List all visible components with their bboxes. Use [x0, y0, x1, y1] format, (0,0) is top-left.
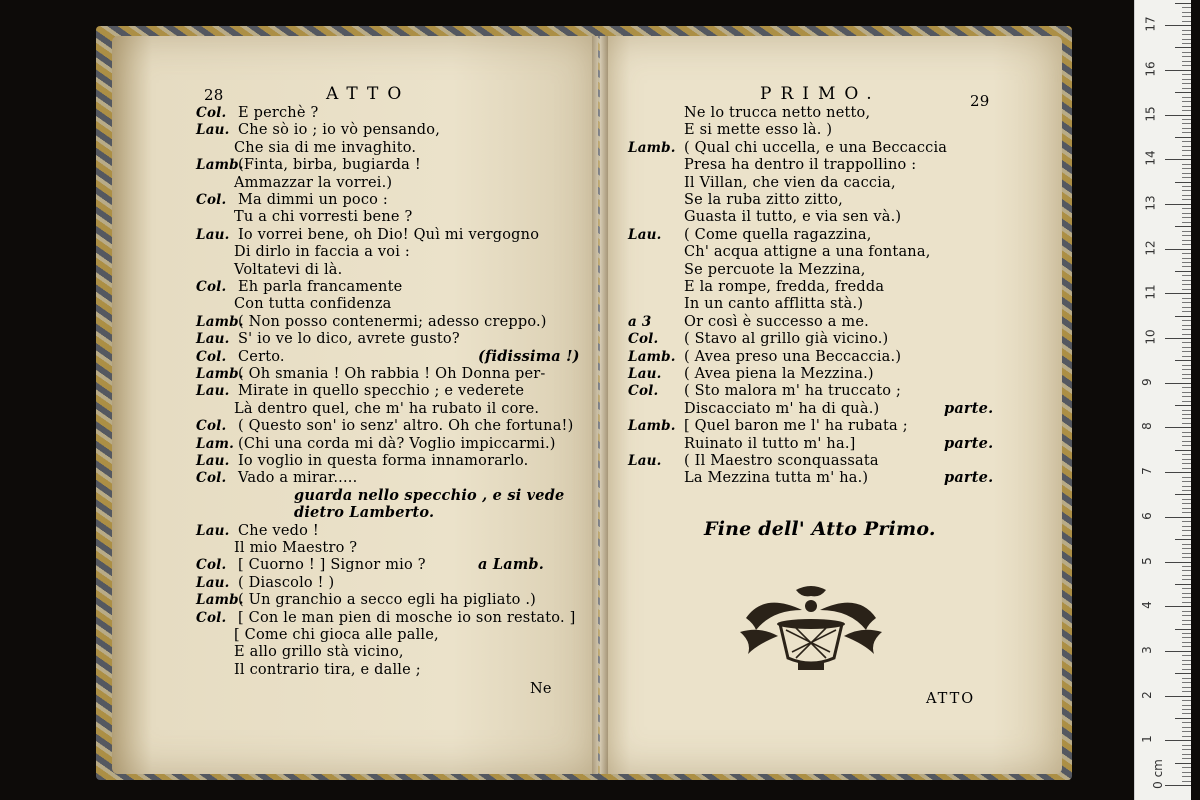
ruler-tick: [1182, 530, 1191, 531]
verse-line: ( Questo son' io senz' altro. Oh che fortuna!): [238, 418, 574, 435]
ruler-tick: [1182, 682, 1191, 683]
stage-direction: dietro Lamberto.: [294, 504, 435, 522]
ruler-tick: [1182, 307, 1191, 308]
speaker-label: Col.: [196, 557, 227, 574]
verse-line: La Mezzina tutta m' ha.): [684, 470, 869, 487]
ruler-tick: [1182, 570, 1191, 571]
ruler-tick: [1182, 535, 1191, 536]
ruler-tick: [1182, 611, 1191, 612]
ruler-tick: [1182, 258, 1191, 259]
speaker-label: Col.: [196, 192, 227, 208]
ruler-tick: [1182, 110, 1191, 111]
ruler-tick: [1182, 164, 1191, 165]
ruler-tick: [1182, 329, 1191, 330]
ruler-tick: [1182, 521, 1191, 522]
ruler-tick: [1175, 3, 1191, 4]
verse-line: Che vedo !: [238, 522, 319, 539]
verse-line: Discacciato m' ha di quà.): [684, 400, 880, 417]
ruler-tick: [1175, 673, 1191, 674]
ruler-tick: [1182, 624, 1191, 625]
verse-line: ( Diascolo ! ): [238, 574, 335, 591]
ruler-tick: [1182, 298, 1191, 299]
ruler-unit: 0 cm: [1150, 759, 1165, 789]
ruler-tick: [1175, 360, 1191, 361]
verse-line: Con tutta confidenza: [234, 296, 392, 313]
verse-line: Voltatevi di là.: [234, 261, 343, 278]
verse-line: [ Con le man pien di mosche io son restato. ]: [238, 609, 576, 626]
measurement-ruler: [1134, 0, 1191, 800]
ruler-tick: [1175, 539, 1191, 540]
ruler-tick: [1175, 584, 1191, 585]
ruler-number: 17: [1143, 16, 1158, 32]
ruler-tick: [1182, 43, 1191, 44]
ruler-tick: [1175, 316, 1191, 317]
right-aside: a Lamb.: [478, 556, 544, 574]
ruler-tick: [1182, 302, 1191, 303]
verse-line: Or così è successo a me.: [684, 313, 869, 330]
ruler-tick: [1182, 459, 1191, 460]
ruler-tick: [1182, 320, 1191, 321]
ruler-tick: [1182, 325, 1191, 326]
ruler-tick: [1182, 553, 1191, 554]
ruler-tick: [1182, 468, 1191, 469]
ruler-tick: [1182, 481, 1191, 482]
verse-line: ( Qual chi uccella, e una Beccaccia: [684, 139, 948, 156]
ruler-tick: [1182, 445, 1191, 446]
ruler-tick: [1182, 123, 1191, 124]
ruler-tick: [1182, 387, 1191, 388]
verse-line: Vado a mirar.....: [238, 470, 358, 487]
ruler-tick: [1182, 378, 1191, 379]
verse-line: ( Oh smania ! Oh rabbia ! Oh Donna per-: [238, 366, 546, 382]
ruler-tick: [1182, 266, 1191, 267]
verse-line: Mirate in quello specchio ; e vederete: [238, 383, 525, 400]
ruler-tick: [1182, 588, 1191, 589]
ruler-tick: [1165, 159, 1191, 160]
ruler-number: 13: [1143, 195, 1158, 211]
verse-line: ( Stavo al grillo già vicino.): [684, 331, 889, 348]
ruler-tick: [1182, 208, 1191, 209]
ruler-tick: [1182, 392, 1191, 393]
ruler-tick: [1175, 271, 1191, 272]
speaker-label: Col.: [196, 279, 227, 295]
ruler-tick: [1182, 177, 1191, 178]
ruler-tick: [1182, 155, 1191, 156]
catchword-left: Ne: [530, 681, 552, 697]
verse-line: ( Sto malora m' ha truccato ;: [684, 383, 902, 400]
verse-line: Se percuote la Mezzina,: [684, 261, 866, 278]
ruler-tick: [1175, 226, 1191, 227]
ruler-tick: [1182, 150, 1191, 151]
ruler-tick: [1182, 351, 1191, 352]
ruler-number: 3: [1139, 646, 1154, 654]
verse-line: Là dentro quel, che m' ha rubato il core.: [234, 400, 540, 417]
ruler-tick: [1182, 52, 1191, 53]
speaker-label: Col.: [628, 383, 659, 400]
ruler-tick: [1182, 186, 1191, 187]
verse-line: Io voglio in questa forma innamorarlo.: [238, 453, 529, 469]
speaker-label: Lau.: [628, 453, 662, 469]
ruler-tick: [1165, 115, 1191, 116]
ruler-tick: [1182, 660, 1191, 661]
ruler-tick: [1182, 12, 1191, 13]
ruler-tick: [1182, 557, 1191, 558]
verse-line: Il Villan, che vien da caccia,: [684, 174, 896, 191]
speaker-label: Lam.: [196, 435, 235, 452]
verse-line: Eh parla francamente: [238, 279, 403, 295]
ruler-tick: [1182, 347, 1191, 348]
verse-line: Il mio Maestro ?: [234, 540, 358, 556]
ruler-tick: [1175, 182, 1191, 183]
running-head-left: ATTO: [326, 84, 411, 104]
speaker-label: Lamb.: [196, 592, 244, 609]
ruler-tick: [1182, 289, 1191, 290]
ruler-tick: [1182, 101, 1191, 102]
ruler-tick: [1182, 579, 1191, 580]
ruler-tick: [1182, 575, 1191, 576]
right-aside: parte.: [944, 434, 994, 452]
ruler-tick: [1182, 678, 1191, 679]
verse-line: ( Come quella ragazzina,: [684, 226, 872, 243]
ruler-tick: [1182, 262, 1191, 263]
verse-line: (Finta, birba, bugiarda !: [238, 157, 421, 174]
ruler-tick: [1182, 503, 1191, 504]
ruler-tick: [1182, 213, 1191, 214]
page-number-right: 29: [970, 92, 990, 110]
book-gutter: [592, 36, 608, 774]
verse-line: Ne lo trucca netto netto,: [684, 105, 871, 121]
ruler-tick: [1182, 486, 1191, 487]
speaker-label: Lau.: [196, 122, 230, 139]
ruler-tick: [1182, 7, 1191, 8]
right-aside: parte.: [944, 469, 994, 487]
ruler-number: 14: [1143, 150, 1158, 166]
verse-line: Presa ha dentro il trappollino :: [684, 157, 917, 174]
verse-line: ( Avea preso una Beccaccia.): [684, 348, 902, 365]
ruler-tick: [1175, 718, 1191, 719]
ruler-tick: [1182, 655, 1191, 656]
verse-line: In un canto afflitta stà.): [684, 296, 864, 313]
ruler-number: 5: [1139, 556, 1154, 565]
closing-line: Fine dell' Atto Primo.: [704, 518, 936, 540]
ruler-tick: [1182, 687, 1191, 688]
ruler-tick: [1175, 629, 1191, 630]
ruler-tick: [1182, 401, 1191, 402]
verse-line: E la rompe, fredda, fredda: [684, 279, 885, 295]
right-aside: (fidissima !): [478, 347, 580, 365]
ruler-tick: [1182, 615, 1191, 616]
ruler-tick: [1182, 132, 1191, 133]
ruler-tick: [1182, 593, 1191, 594]
verse-line: Ruinato il tutto m' ha.]: [684, 435, 856, 452]
ruler-tick: [1165, 606, 1191, 607]
ruler-tick: [1182, 620, 1191, 621]
verse-line: S' io ve lo dico, avrete gusto?: [238, 331, 460, 348]
ruler-tick: [1182, 34, 1191, 35]
ruler-number: 4: [1139, 601, 1154, 610]
speaker-label: Col.: [628, 331, 659, 348]
ruler-tick: [1182, 414, 1191, 415]
ruler-tick: [1175, 763, 1191, 764]
verse-line: Io vorrei bene, oh Dio! Quì mi vergogno: [238, 226, 540, 243]
ruler-tick: [1165, 740, 1191, 741]
ruler-tick: [1175, 137, 1191, 138]
ruler-tick: [1182, 637, 1191, 638]
ruler-tick: [1182, 477, 1191, 478]
ruler-number: 6: [1139, 511, 1154, 520]
verse-line: (Chi una corda mi dà? Voglio impiccarmi.): [238, 435, 556, 452]
ruler-tick: [1182, 642, 1191, 643]
ruler-tick: [1182, 128, 1191, 129]
ruler-tick: [1165, 472, 1191, 473]
ruler-tick: [1182, 141, 1191, 142]
ruler-tick: [1182, 490, 1191, 491]
ruler-tick: [1175, 405, 1191, 406]
running-head-right: PRIMO.: [760, 84, 881, 104]
ruler-tick: [1182, 240, 1191, 241]
ruler-tick: [1182, 745, 1191, 746]
ruler-tick: [1182, 365, 1191, 366]
right-aside: parte.: [944, 399, 994, 417]
speaker-label: Lamb.: [628, 348, 676, 365]
ruler-tick: [1182, 669, 1191, 670]
ruler-tick: [1182, 30, 1191, 31]
speaker-label: Lamb.: [196, 313, 244, 330]
ruler-tick: [1182, 709, 1191, 710]
ruler-tick: [1182, 275, 1191, 276]
ruler-number: 8: [1139, 422, 1154, 431]
ruler-tick: [1182, 195, 1191, 196]
ruler-tick: [1182, 369, 1191, 370]
ruler-tick: [1182, 700, 1191, 701]
ruler-tick: [1165, 562, 1191, 563]
ruler-number: 9: [1139, 377, 1154, 386]
ruler-tick: [1182, 396, 1191, 397]
verse-line: Di dirlo in faccia a voi :: [234, 244, 410, 261]
ruler-tick: [1182, 21, 1191, 22]
ruler-tick: [1165, 25, 1191, 26]
ruler-tick: [1165, 204, 1191, 205]
speaker-label: Lau.: [628, 226, 662, 243]
ruler-tick: [1182, 731, 1191, 732]
verse-line: ( Avea piena la Mezzina.): [684, 366, 874, 382]
ruler-tick: [1165, 785, 1191, 786]
ruler-tick: [1182, 374, 1191, 375]
ruler-number: 11: [1143, 284, 1158, 300]
ruler-tick: [1175, 450, 1191, 451]
ruler-tick: [1182, 217, 1191, 218]
speaker-label: Col.: [196, 418, 227, 435]
ruler-tick: [1182, 566, 1191, 567]
ruler-tick: [1182, 441, 1191, 442]
ruler-tick: [1182, 526, 1191, 527]
ruler-number: 16: [1143, 61, 1158, 77]
verse-line: [ Cuorno ! ] Signor mio ?: [238, 557, 426, 574]
verse-line: E perchè ?: [238, 105, 319, 121]
ruler-tick: [1182, 633, 1191, 634]
ruler-tick: [1165, 293, 1191, 294]
stage-direction: guarda nello specchio , e si vede: [294, 486, 565, 504]
ruler-tick: [1165, 70, 1191, 71]
speaker-label: Lau.: [196, 522, 230, 539]
ruler-tick: [1182, 106, 1191, 107]
ruler-tick: [1182, 97, 1191, 98]
ruler-tick: [1182, 691, 1191, 692]
ruler-tick: [1165, 696, 1191, 697]
verse-line: Che sia di me invaghito.: [234, 139, 417, 156]
ruler-tick: [1182, 235, 1191, 236]
verse-line: Ma dimmi un poco :: [238, 192, 389, 208]
ruler-tick: [1182, 544, 1191, 545]
verse-line: Che sò io ; io vò pensando,: [238, 122, 441, 139]
speaker-label: Lau.: [628, 366, 662, 382]
ruler-tick: [1182, 727, 1191, 728]
speaker-label: Lamb.: [196, 157, 244, 174]
ruler-tick: [1165, 338, 1191, 339]
ruler-tick: [1165, 249, 1191, 250]
ruler-tick: [1182, 499, 1191, 500]
page-number-left: 28: [204, 86, 224, 104]
ruler-tick: [1182, 436, 1191, 437]
ruler-tick: [1182, 646, 1191, 647]
ruler-tick: [1182, 88, 1191, 89]
ruler-tick: [1175, 47, 1191, 48]
ruler-tick: [1182, 736, 1191, 737]
ruler-tick: [1182, 664, 1191, 665]
ruler-tick: [1182, 168, 1191, 169]
speaker-label: Lau.: [196, 574, 230, 591]
ruler-tick: [1182, 74, 1191, 75]
verse-line: Guasta il tutto, e via sen và.): [684, 209, 902, 226]
verse-line: [ Quel baron me l' ha rubata ;: [684, 418, 908, 435]
ruler-tick: [1182, 284, 1191, 285]
verse-line: E allo grillo stà vicino,: [234, 644, 404, 661]
ruler-tick: [1182, 146, 1191, 147]
ruler-tick: [1182, 602, 1191, 603]
ruler-tick: [1182, 16, 1191, 17]
ruler-tick: [1182, 597, 1191, 598]
ruler-tick: [1165, 427, 1191, 428]
ruler-tick: [1175, 494, 1191, 495]
verse-line: Il contrario tira, e dalle ;: [234, 661, 421, 678]
ruler-tick: [1165, 651, 1191, 652]
ruler-tick: [1182, 199, 1191, 200]
ruler-tick: [1182, 39, 1191, 40]
ruler-tick: [1182, 418, 1191, 419]
speaker-label: Lamb.: [196, 366, 244, 382]
ruler-tick: [1182, 454, 1191, 455]
speaker-label: Lamb.: [628, 139, 676, 156]
speaker-label: Lau.: [196, 383, 230, 400]
ruler-tick: [1182, 342, 1191, 343]
ruler-tick: [1182, 512, 1191, 513]
ruler-tick: [1182, 463, 1191, 464]
ruler-tick: [1182, 722, 1191, 723]
ruler-tick: [1182, 705, 1191, 706]
ruler-tick: [1182, 253, 1191, 254]
verse-line: E si mette esso là. ): [684, 122, 833, 139]
ruler-tick: [1175, 92, 1191, 93]
ruler-tick: [1182, 231, 1191, 232]
speaker-label: Lau.: [196, 453, 230, 469]
ruler-number: 12: [1143, 239, 1158, 256]
ruler-tick: [1182, 423, 1191, 424]
ruler-tick: [1182, 280, 1191, 281]
ruler-tick: [1165, 383, 1191, 384]
speaker-label: a 3: [628, 313, 652, 330]
ruler-tick: [1182, 410, 1191, 411]
verse-line: Ch' acqua attigne a una fontana,: [684, 244, 931, 261]
speaker-label: Lau.: [196, 331, 230, 348]
ruler-tick: [1182, 781, 1191, 782]
ruler-tick: [1182, 758, 1191, 759]
ruler-number: 7: [1139, 467, 1154, 475]
verse-line: ( Il Maestro sconquassata: [684, 453, 879, 469]
ruler-tick: [1165, 517, 1191, 518]
ruler-tick: [1182, 334, 1191, 335]
verse-line: Ammazzar la vorrei.): [234, 174, 393, 191]
speaker-label: Lamb.: [628, 418, 676, 435]
ruler-tick: [1182, 713, 1191, 714]
ruler-tick: [1182, 56, 1191, 57]
speaker-label: Col.: [196, 105, 227, 121]
speaker-label: Col.: [196, 470, 227, 487]
verse-line: Tu a chi vorresti bene ?: [234, 209, 413, 226]
ruler-tick: [1182, 749, 1191, 750]
speaker-label: Lau.: [196, 226, 230, 243]
ruler-tick: [1182, 432, 1191, 433]
verse-line: [ Come chi gioca alle palle,: [234, 627, 439, 643]
ruler-tick: [1182, 79, 1191, 80]
speaker-label: Col.: [196, 609, 227, 626]
ruler-tick: [1182, 767, 1191, 768]
ruler-tick: [1182, 222, 1191, 223]
ruler-tick: [1182, 754, 1191, 755]
ruler-tick: [1182, 119, 1191, 120]
speaker-label: Col.: [196, 348, 227, 365]
ruler-tick: [1182, 190, 1191, 191]
verse-line: Certo.: [238, 348, 285, 365]
catchword-right: ATTO: [926, 691, 976, 707]
ruler-tick: [1182, 244, 1191, 245]
ruler-tick: [1182, 173, 1191, 174]
basket-ornament-icon: [736, 584, 886, 676]
ruler-tick: [1182, 61, 1191, 62]
ruler-number: 2: [1139, 690, 1154, 699]
ruler-tick: [1182, 776, 1191, 777]
ruler-tick: [1182, 83, 1191, 84]
ruler-number: 1: [1139, 735, 1154, 744]
ruler-number: 15: [1143, 105, 1158, 122]
ruler-tick: [1182, 772, 1191, 773]
ruler-tick: [1182, 508, 1191, 509]
ruler-tick: [1182, 65, 1191, 66]
ruler-tick: [1182, 311, 1191, 312]
ruler-tick: [1182, 548, 1191, 549]
verse-line: ( Non posso contenermi; adesso creppo.): [238, 313, 547, 330]
ruler-number: 10: [1143, 329, 1158, 345]
verse-line: Se la ruba zitto zitto,: [684, 192, 843, 208]
verse-line: ( Un granchio a secco egli ha pigliato .): [238, 592, 537, 609]
ruler-tick: [1182, 356, 1191, 357]
